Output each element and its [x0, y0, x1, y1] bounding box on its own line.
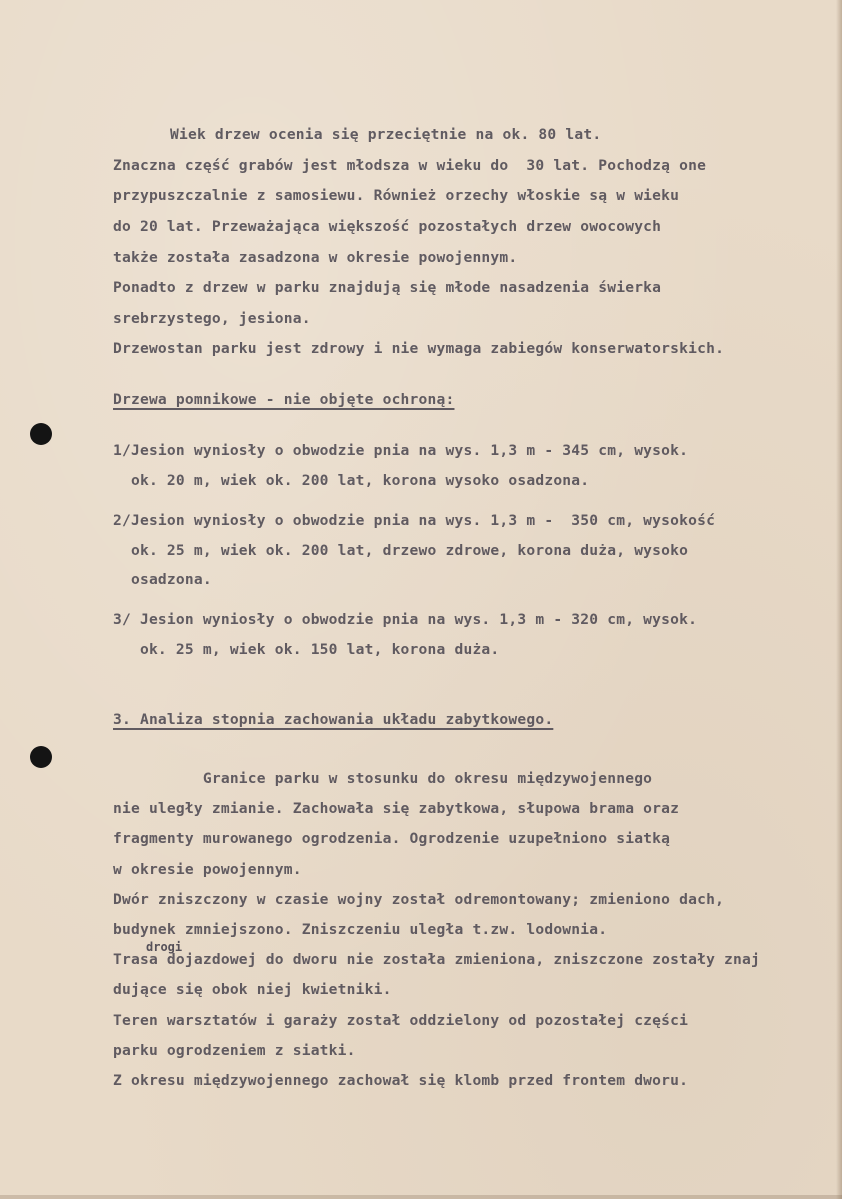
- text-line: Dwór zniszczony w czasie wojny został odremontowany; zmieniono dach,: [113, 891, 725, 908]
- section-3-heading: 3. Analiza stopnia zachowania układu zabytkowego.: [113, 711, 554, 728]
- monument-item-1-line-2: ok. 20 m, wiek ok. 200 lat, korona wysoko osadzona.: [113, 472, 590, 489]
- text-line: Znaczna część grabów jest młodsza w wieku do 30 lat. Pochodzą one: [113, 157, 707, 174]
- text-line: Teren warsztatów i garaży został oddzielony od pozostałej części: [113, 1012, 689, 1029]
- text-line: nie uległy zmianie. Zachowała się zabytkowa, słupowa brama oraz: [113, 800, 680, 817]
- monument-item-1-line-1: 1/Jesion wyniosły o obwodzie pnia na wys. 1,3 m - 345 cm, wysok.: [113, 442, 689, 459]
- text-line: także została zasadzona w okresie powojennym.: [113, 249, 518, 266]
- text-line: srebrzystego, jesiona.: [113, 310, 311, 327]
- text-line: Wiek drzew ocenia się przeciętnie na ok. 80 lat.: [170, 126, 602, 143]
- text-line: dujące się obok niej kwietniki.: [113, 981, 392, 998]
- handwritten-insert: drogi: [146, 940, 183, 954]
- monument-item-2-line-3: osadzona.: [113, 571, 212, 588]
- text-line: Z okresu międzywojennego zachował się klomb przed frontem dworu.: [113, 1072, 689, 1089]
- punch-hole-top: [30, 423, 52, 445]
- monument-item-2-line-2: ok. 25 m, wiek ok. 200 lat, drzewo zdrowe, korona duża, wysoko: [113, 542, 689, 559]
- text-line: przypuszczalnie z samosiewu. Również orzechy włoskie są w wieku: [113, 187, 680, 204]
- text-line: parku ogrodzeniem z siatki.: [113, 1042, 356, 1059]
- monument-item-2-line-1: 2/Jesion wyniosły o obwodzie pnia na wys. 1,3 m - 350 cm, wysokość: [113, 512, 716, 529]
- text-line: Drzewostan parku jest zdrowy i nie wymaga zabiegów konserwatorskich.: [113, 340, 725, 357]
- punch-hole-bottom: [30, 746, 52, 768]
- text-line: w okresie powojennym.: [113, 861, 302, 878]
- monument-item-3-line-1: 3/ Jesion wyniosły o obwodzie pnia na wys. 1,3 m - 320 cm, wysok.: [113, 611, 698, 628]
- text-line: do 20 lat. Przeważająca większość pozostałych drzew owocowych: [113, 218, 662, 235]
- text-line: budynek zmniejszono. Zniszczeniu uległa t.zw. lodownia.: [113, 921, 608, 938]
- text-line: Trasa dojazdowej do dworu nie została zmieniona, zniszczone zostały znaj: [113, 951, 761, 968]
- text-line: fragmenty murowanego ogrodzenia. Ogrodzenie uzupełniono siatką: [113, 830, 671, 847]
- text-line: Granice parku w stosunku do okresu międzywojennego: [113, 770, 653, 787]
- page-edge-shadow: [836, 0, 842, 1199]
- page-bottom-edge: [0, 1195, 842, 1199]
- monument-item-3-line-2: ok. 25 m, wiek ok. 150 lat, korona duża.: [113, 641, 500, 658]
- monument-trees-heading: Drzewa pomnikowe - nie objęte ochroną:: [113, 391, 455, 408]
- text-line: Ponadto z drzew w parku znajdują się młode nasadzenia świerka: [113, 279, 662, 296]
